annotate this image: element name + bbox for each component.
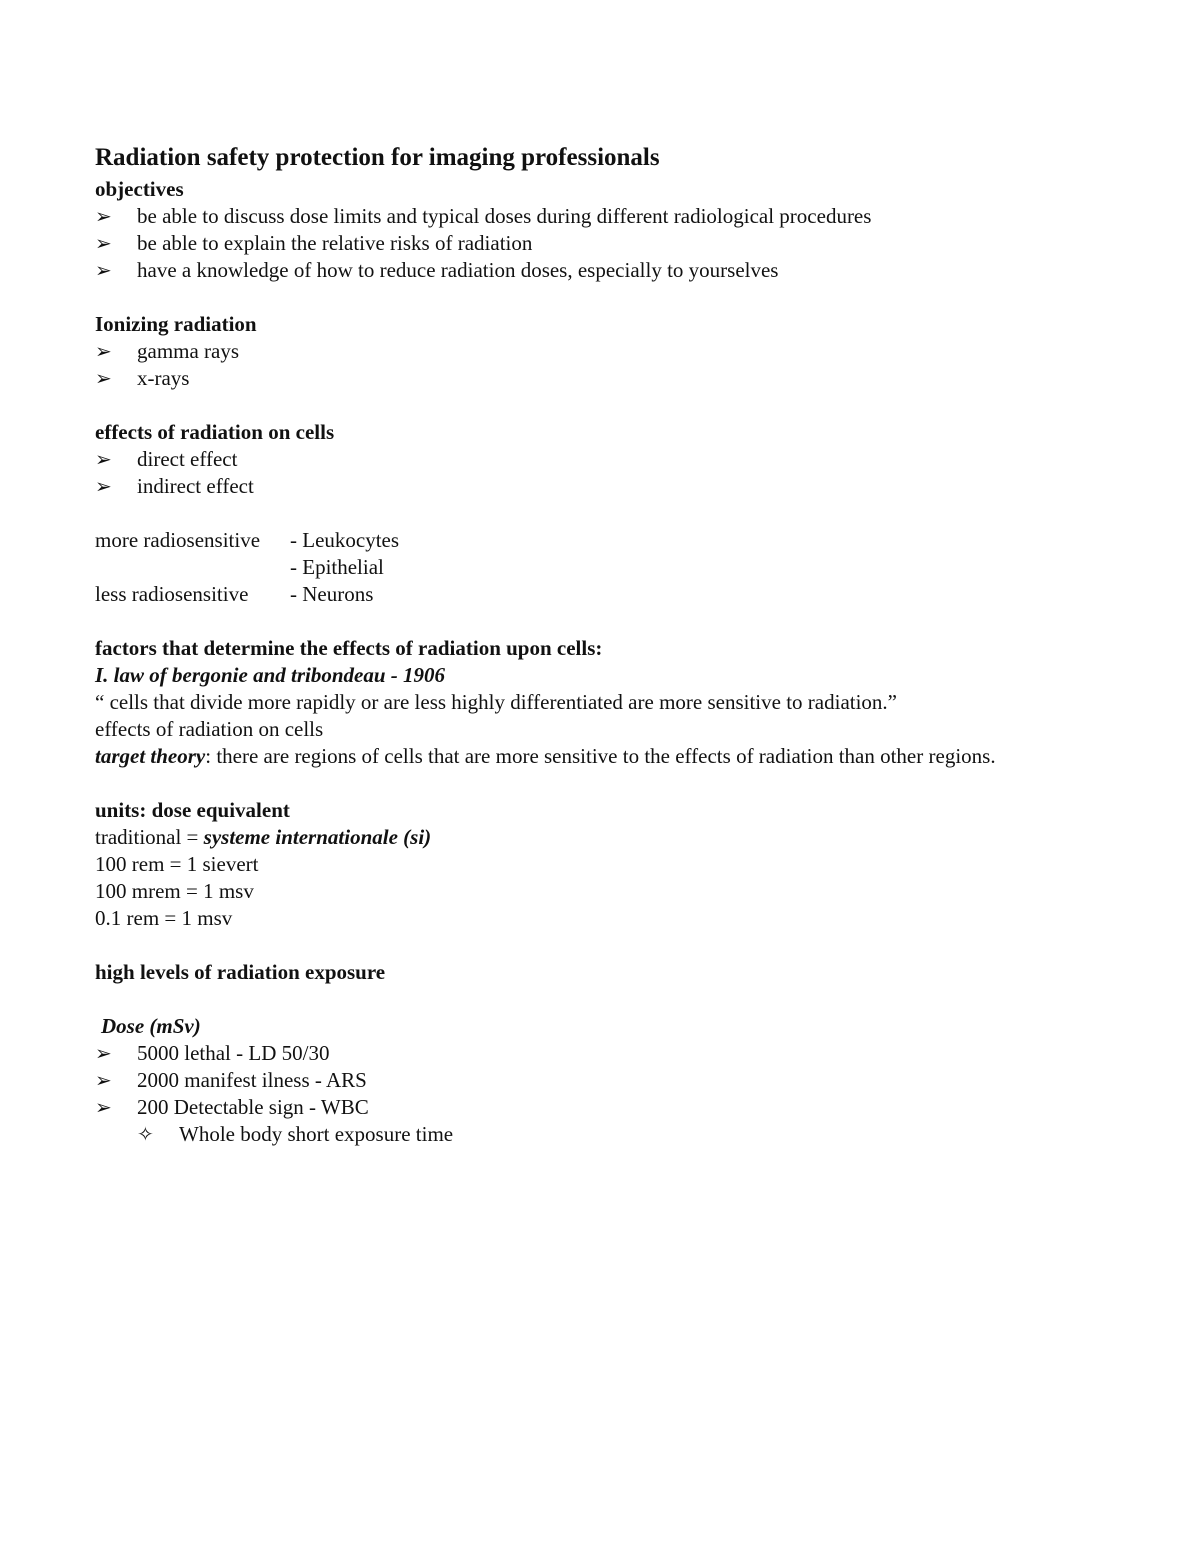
sensitivity-row bbox=[95, 554, 1155, 581]
list-item bbox=[95, 473, 1155, 500]
traditional-line bbox=[95, 824, 1155, 851]
factors-heading: factors that determine the effects of radiation upon cells: bbox=[95, 636, 603, 660]
sensitivity-label: more radiosensitive bbox=[95, 528, 261, 552]
list-item bbox=[95, 1040, 1155, 1067]
target-theory-label: target theory bbox=[95, 744, 206, 768]
sub-list-item bbox=[95, 1121, 1155, 1148]
spacer bbox=[95, 770, 1155, 797]
unit-line: 100 mrem = 1 msv bbox=[95, 879, 254, 903]
list-item-text: x-rays bbox=[137, 366, 190, 390]
objectives-heading: objectives bbox=[95, 177, 184, 201]
spacer bbox=[95, 392, 1155, 419]
list-item-text: direct effect bbox=[137, 447, 238, 471]
list-item bbox=[95, 203, 1155, 230]
arrow-bullet-icon: ➢ bbox=[95, 204, 112, 228]
list-item bbox=[95, 365, 1155, 392]
sensitivity-value: - Epithelial bbox=[290, 555, 384, 579]
sensitivity-value: - Neurons bbox=[290, 582, 374, 606]
target-theory-line bbox=[95, 743, 1155, 770]
si-label: systeme internationale (si) bbox=[203, 825, 432, 849]
list-item bbox=[95, 446, 1155, 473]
units-heading: units: dose equivalent bbox=[95, 798, 290, 822]
law-quote: “ cells that divide more rapidly or are less highly differentiated are more sensitive to radiation.” bbox=[95, 690, 897, 714]
list-item-text: be able to discuss dose limits and typical doses during different radiological procedures bbox=[137, 204, 872, 228]
dose-heading: Dose (mSv) bbox=[101, 1014, 201, 1038]
high-levels-heading: high levels of radiation exposure bbox=[95, 960, 386, 984]
arrow-bullet-icon: ➢ bbox=[95, 447, 112, 471]
list-item bbox=[95, 230, 1155, 257]
traditional-prefix: traditional = bbox=[95, 825, 204, 849]
sensitivity-value: - Leukocytes bbox=[290, 528, 400, 552]
list-item-text: gamma rays bbox=[137, 339, 240, 363]
list-item-text: indirect effect bbox=[137, 474, 254, 498]
list-item bbox=[95, 1094, 1155, 1121]
sensitivity-row bbox=[95, 581, 1155, 608]
ionizing-heading: Ionizing radiation bbox=[95, 312, 257, 336]
list-item-text: 2000 manifest ilness - ARS bbox=[137, 1068, 367, 1092]
list-item-text: 200 Detectable sign - WBC bbox=[137, 1095, 369, 1119]
arrow-bullet-icon: ➢ bbox=[95, 366, 112, 390]
unit-line: 0.1 rem = 1 msv bbox=[95, 906, 233, 930]
arrow-bullet-icon: ➢ bbox=[95, 474, 112, 498]
arrow-bullet-icon: ➢ bbox=[95, 258, 112, 282]
arrow-bullet-icon: ➢ bbox=[95, 1095, 112, 1119]
list-item-text: have a knowledge of how to reduce radiation doses, especially to yourselves bbox=[137, 258, 779, 282]
sensitivity-label: less radiosensitive bbox=[95, 582, 249, 606]
document-title: Radiation safety protection for imaging professionals bbox=[95, 144, 660, 171]
list-item bbox=[95, 1067, 1155, 1094]
unit-line: 100 rem = 1 sievert bbox=[95, 852, 259, 876]
document-page bbox=[95, 140, 1155, 1148]
spacer bbox=[95, 986, 1155, 1013]
spacer bbox=[95, 932, 1155, 959]
arrow-bullet-icon: ➢ bbox=[95, 231, 112, 255]
diamond-bullet-icon: ✧ bbox=[137, 1122, 154, 1146]
list-item bbox=[95, 338, 1155, 365]
effects-heading: effects of radiation on cells bbox=[95, 420, 335, 444]
arrow-bullet-icon: ➢ bbox=[95, 1068, 112, 1092]
sensitivity-row bbox=[95, 527, 1155, 554]
target-theory-text: : there are regions of cells that are more sensitive to the effects of radiation than other regions. bbox=[205, 744, 996, 768]
law-line: I. law of bergonie and tribondeau - 1906 bbox=[95, 663, 446, 687]
list-item-text: 5000 lethal - LD 50/30 bbox=[137, 1041, 330, 1065]
list-item-text: be able to explain the relative risks of radiation bbox=[137, 231, 533, 255]
spacer bbox=[95, 500, 1155, 527]
spacer bbox=[95, 608, 1155, 635]
spacer bbox=[95, 284, 1155, 311]
arrow-bullet-icon: ➢ bbox=[95, 1041, 112, 1065]
effects-line: effects of radiation on cells bbox=[95, 717, 324, 741]
sub-list-item-text: Whole body short exposure time bbox=[179, 1122, 454, 1146]
arrow-bullet-icon: ➢ bbox=[95, 339, 112, 363]
list-item bbox=[95, 257, 1155, 284]
